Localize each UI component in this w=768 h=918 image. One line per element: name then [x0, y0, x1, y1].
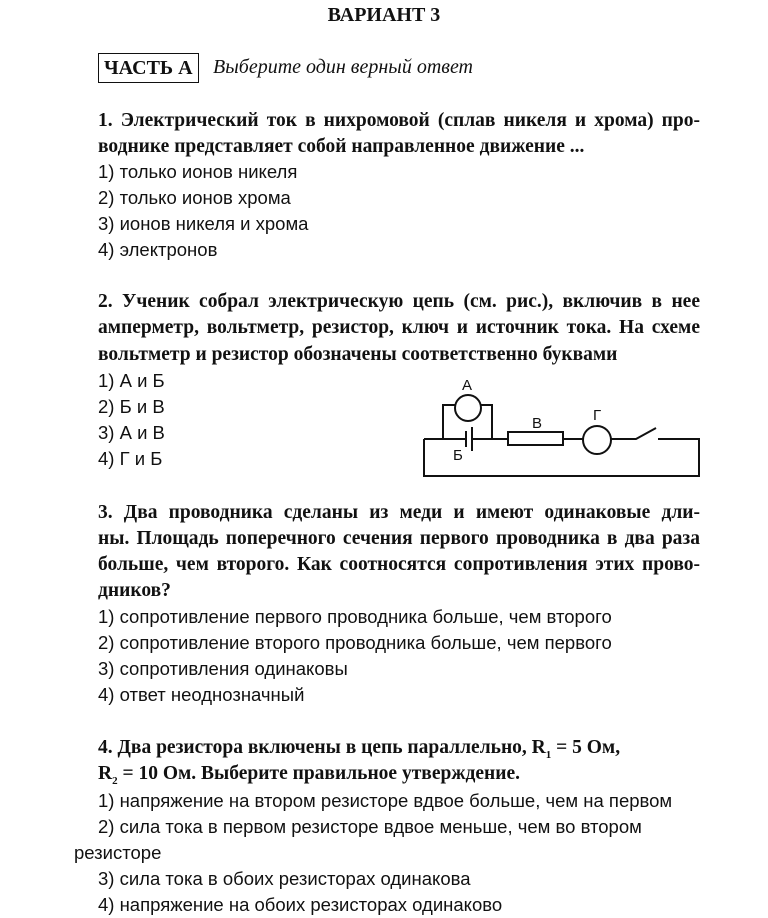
part-label: ЧАСТЬ А	[98, 53, 199, 83]
label-g: Г	[593, 407, 602, 424]
ammeter-a	[455, 395, 481, 421]
q3-option: 3) сопротивления одинаковы	[98, 658, 348, 679]
q2-option: 4) Г и Б	[98, 448, 163, 469]
q1-option: 3) ионов никеля и хрома	[98, 213, 309, 234]
meter-g	[583, 426, 611, 454]
question-2-line: 2. Ученик собрал электрическую цепь (см. рис.), включив в нее	[98, 291, 700, 312]
q3-option: 4) ответ неоднозначный	[98, 684, 305, 705]
q4-sub: 2	[112, 774, 118, 787]
q1-option: 2) только ионов хрома	[98, 187, 291, 208]
question-3-line: дников?	[98, 580, 171, 601]
label-a: А	[462, 377, 473, 394]
q4-text: 4. Два резистора включены в цепь параллельно, R	[98, 737, 546, 758]
q4-option-cont: резисторе	[74, 842, 162, 863]
q4-option: 4) напряжение на обоих резисторах одинаково	[98, 894, 503, 915]
q4-sub: 1	[545, 748, 552, 761]
q4-text: R	[98, 763, 113, 784]
question-3-line: больше, чем второго. Как соотносятся сопротивления этих прово-	[98, 554, 700, 575]
page-title: ВАРИАНТ 3	[327, 4, 441, 26]
question-2-line: амперметр, вольтметр, резистор, ключ и источник тока. На схеме	[98, 317, 700, 338]
q3-option: 1) сопротивление первого проводника больше, чем второго	[98, 606, 612, 627]
circuit-diagram	[410, 370, 710, 480]
q4-option: 3) сила тока в обоих резисторах одинакова	[98, 868, 471, 889]
question-1-line: воднике представляет собой направленное движение ...	[98, 136, 585, 157]
q4-text: = 10 Ом. Выберите правильное утверждение.	[117, 763, 520, 784]
q2-option: 3) А и В	[98, 422, 165, 443]
q2-option: 1) А и Б	[98, 370, 165, 391]
question-1-line: 1. Электрический ток в нихромовой (сплав никеля и хрома) про-	[98, 110, 700, 131]
instruction: Выберите один верный ответ	[213, 56, 473, 78]
q1-option: 1) только ионов никеля	[98, 161, 298, 182]
ammeter-branch	[443, 405, 492, 439]
label-b: Б	[453, 447, 463, 464]
question-3-line: 3. Два проводника сделаны из меди и имеют одинаковые дли-	[98, 502, 700, 523]
label-v: В	[532, 415, 543, 432]
q2-option: 2) Б и В	[98, 396, 165, 417]
q4-option: 1) напряжение на втором резисторе вдвое больше, чем на первом	[98, 790, 673, 811]
q4-option: 2) сила тока в первом резисторе вдвое меньше, чем во втором	[98, 816, 642, 837]
q1-option: 4) электронов	[98, 239, 218, 260]
q4-text: = 5 Ом,	[551, 737, 621, 758]
resistor-v	[508, 432, 563, 445]
question-2-line: вольтметр и резистор обозначены соответственно буквами	[98, 344, 618, 365]
q3-option: 2) сопротивление второго проводника больше, чем первого	[98, 632, 612, 653]
question-3-line: ны. Площадь поперечного сечения первого проводника в два раза	[98, 528, 700, 549]
